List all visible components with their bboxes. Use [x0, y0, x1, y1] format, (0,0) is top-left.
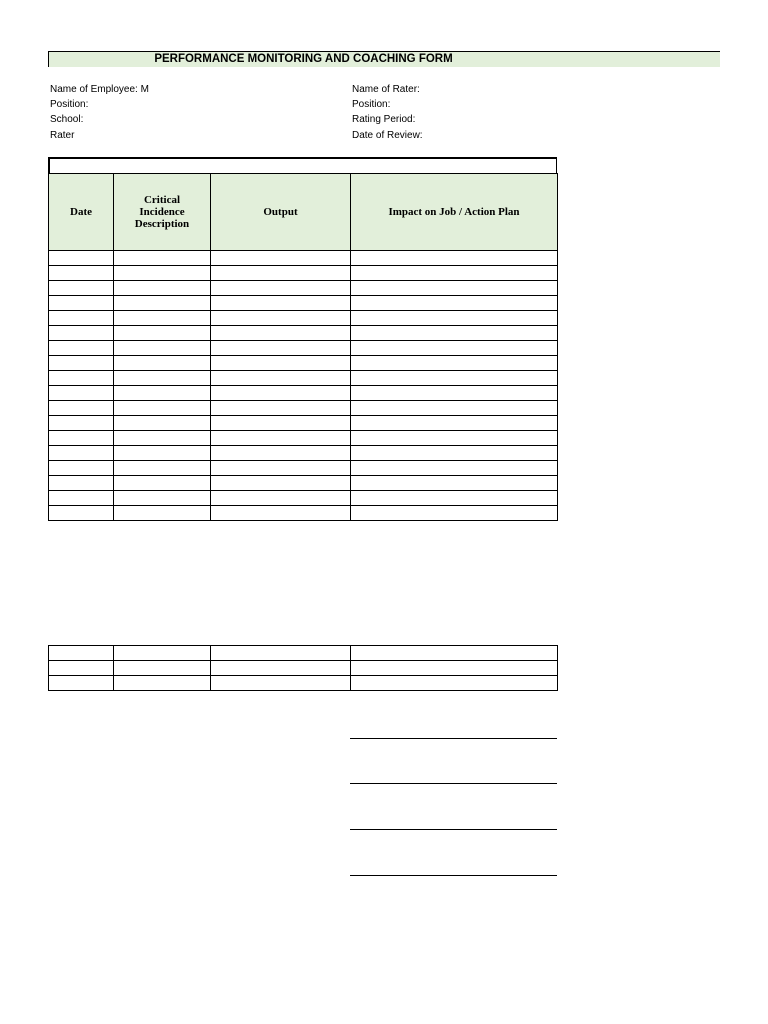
signature-line-2 [350, 783, 557, 784]
table-row [49, 386, 558, 401]
extra-table [48, 645, 558, 691]
table-row [49, 431, 558, 446]
title-border-cap [558, 51, 559, 52]
output-cell[interactable] [211, 506, 351, 521]
critical-cell[interactable] [114, 416, 211, 431]
date-cell[interactable] [49, 401, 114, 416]
impact-cell[interactable] [351, 251, 558, 266]
impact-cell[interactable] [351, 371, 558, 386]
impact-cell[interactable] [351, 461, 558, 476]
output-cell[interactable] [211, 461, 351, 476]
output-cell[interactable] [211, 386, 351, 401]
critical-cell[interactable] [114, 661, 211, 676]
output-cell[interactable] [211, 356, 351, 371]
table-row [49, 416, 558, 431]
critical-cell[interactable] [114, 371, 211, 386]
date-cell[interactable] [49, 326, 114, 341]
impact-cell[interactable] [351, 296, 558, 311]
impact-cell[interactable] [351, 416, 558, 431]
output-cell[interactable] [211, 401, 351, 416]
date-cell[interactable] [49, 676, 114, 691]
date-cell[interactable] [49, 311, 114, 326]
header-critical-text: Critical Incidence Description [134, 194, 190, 230]
output-cell[interactable] [211, 446, 351, 461]
output-cell[interactable] [211, 281, 351, 296]
impact-cell[interactable] [351, 386, 558, 401]
output-cell[interactable] [211, 266, 351, 281]
date-cell[interactable] [49, 266, 114, 281]
header-critical-incidence [114, 174, 211, 251]
impact-cell[interactable] [351, 661, 558, 676]
date-cell[interactable] [49, 371, 114, 386]
table-row [49, 371, 558, 386]
output-cell[interactable] [211, 251, 351, 266]
critical-cell[interactable] [114, 296, 211, 311]
table-row [49, 661, 558, 676]
output-cell[interactable] [211, 676, 351, 691]
rater-name-field: Name of Rater: [352, 84, 420, 95]
date-cell[interactable] [49, 431, 114, 446]
critical-cell[interactable] [114, 266, 211, 281]
critical-cell[interactable] [114, 341, 211, 356]
output-cell[interactable] [211, 296, 351, 311]
output-cell[interactable] [211, 326, 351, 341]
impact-cell[interactable] [351, 676, 558, 691]
table-row [49, 296, 558, 311]
school-field: School: [50, 114, 84, 125]
date-cell[interactable] [49, 506, 114, 521]
output-cell[interactable] [211, 661, 351, 676]
impact-cell[interactable] [351, 506, 558, 521]
table-row [49, 326, 558, 341]
employee-name-field: Name of Employee: M [50, 84, 149, 95]
date-cell[interactable] [49, 476, 114, 491]
signature-line-3 [350, 829, 557, 830]
header-impact: Impact on Job / Action Plan [351, 174, 558, 251]
output-cell[interactable] [211, 476, 351, 491]
critical-cell[interactable] [114, 401, 211, 416]
table-row [49, 506, 558, 521]
date-cell[interactable] [49, 296, 114, 311]
rating-period-field: Rating Period: [352, 114, 416, 125]
impact-cell[interactable] [351, 401, 558, 416]
output-cell[interactable] [211, 416, 351, 431]
table-row [49, 266, 558, 281]
date-cell[interactable] [49, 386, 114, 401]
table-row [49, 341, 558, 356]
rater-field: Rater [50, 130, 75, 141]
table-row [49, 356, 558, 371]
table-row [49, 251, 558, 266]
impact-cell[interactable] [351, 356, 558, 371]
signature-line-4 [350, 875, 557, 876]
impact-cell[interactable] [351, 431, 558, 446]
table-header-row [49, 174, 558, 251]
form-title-bar [48, 51, 720, 67]
impact-cell[interactable] [351, 476, 558, 491]
date-of-review-field: Date of Review: [352, 130, 423, 141]
impact-cell[interactable] [351, 646, 558, 661]
impact-cell[interactable] [351, 326, 558, 341]
extra-table-body [49, 646, 558, 691]
date-cell[interactable] [49, 356, 114, 371]
date-cell[interactable] [49, 491, 114, 506]
critical-cell[interactable] [114, 476, 211, 491]
table-row [49, 281, 558, 296]
monitoring-table [48, 173, 558, 521]
critical-cell[interactable] [114, 676, 211, 691]
critical-cell[interactable] [114, 506, 211, 521]
critical-cell[interactable] [114, 281, 211, 296]
form-title: PERFORMANCE MONITORING AND COACHING FORM [154, 53, 453, 65]
rater-position-field: Position: [352, 99, 391, 110]
employee-position-field: Position: [50, 99, 89, 110]
table-row [49, 401, 558, 416]
table-row [49, 646, 558, 661]
critical-cell[interactable] [114, 251, 211, 266]
date-cell[interactable] [49, 646, 114, 661]
table-body [49, 251, 558, 521]
output-cell[interactable] [211, 491, 351, 506]
date-cell[interactable] [49, 251, 114, 266]
table-row [49, 676, 558, 691]
output-cell[interactable] [211, 341, 351, 356]
date-cell[interactable] [49, 416, 114, 431]
table-row [49, 476, 558, 491]
output-cell[interactable] [211, 431, 351, 446]
table-row [49, 446, 558, 461]
date-cell[interactable] [49, 281, 114, 296]
critical-cell[interactable] [114, 356, 211, 371]
output-cell[interactable] [211, 371, 351, 386]
critical-cell[interactable] [114, 311, 211, 326]
impact-cell[interactable] [351, 491, 558, 506]
critical-cell[interactable] [114, 386, 211, 401]
critical-cell[interactable] [114, 461, 211, 476]
critical-cell[interactable] [114, 446, 211, 461]
critical-cell[interactable] [114, 431, 211, 446]
table-row [49, 461, 558, 476]
output-cell[interactable] [211, 646, 351, 661]
critical-cell[interactable] [114, 646, 211, 661]
impact-cell[interactable] [351, 341, 558, 356]
signature-line-1 [350, 738, 557, 739]
output-cell[interactable] [211, 311, 351, 326]
critical-cell[interactable] [114, 326, 211, 341]
date-cell[interactable] [49, 661, 114, 676]
impact-cell[interactable] [351, 446, 558, 461]
impact-cell[interactable] [351, 311, 558, 326]
date-cell[interactable] [49, 461, 114, 476]
impact-cell[interactable] [351, 281, 558, 296]
table-row [49, 491, 558, 506]
impact-cell[interactable] [351, 266, 558, 281]
date-cell[interactable] [49, 446, 114, 461]
critical-cell[interactable] [114, 491, 211, 506]
header-date: Date [49, 174, 114, 251]
table-row [49, 311, 558, 326]
header-output: Output [211, 174, 351, 251]
date-cell[interactable] [49, 341, 114, 356]
